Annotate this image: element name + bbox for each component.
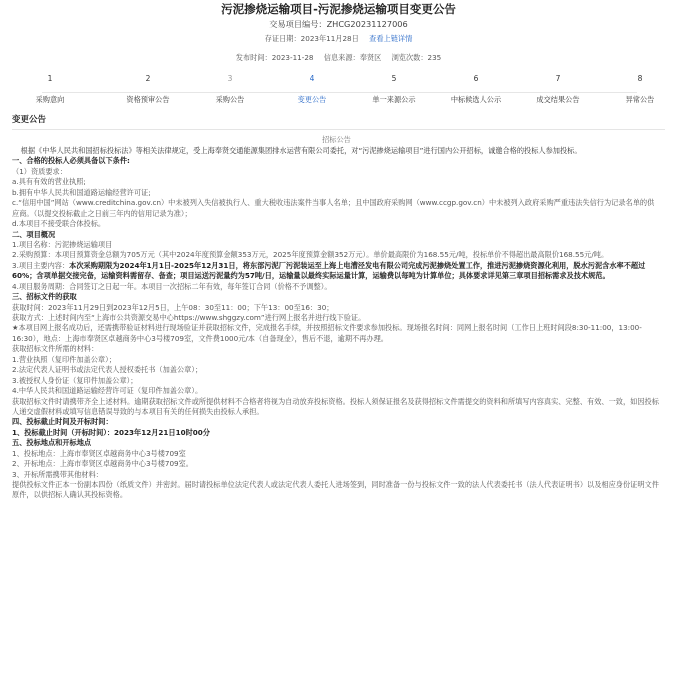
step-label: 资格预审公告 — [126, 95, 170, 104]
material-1: 1.营业执照（复印件加盖公章）； — [12, 354, 116, 364]
submission-note: 提供投标文件正本一份副本四份（纸质文件）并密封。届时请投标单位法定代表人或法定代表人委托人进场签到，同时准备一份与投标文件一致的法人代表委托书（法人代表证明书）以及相应身份证明文件原件，以供招标人确认其投标资格。 — [12, 480, 659, 500]
bid-location: 1、投标地点：上海市奉贤区卓越商务中心3号楼709室 — [12, 448, 186, 458]
qualification-label: （1）资质要求： — [12, 166, 67, 176]
divider — [12, 129, 665, 130]
view-chain-link[interactable]: 查看上链详情 — [369, 34, 413, 43]
other-materials: 3、开标所需携带其他材料： — [12, 469, 103, 479]
expiry-row — [12, 34, 665, 46]
section-4-title: 四、投标截止时间及开标时间： — [12, 417, 113, 427]
requirement-a: a.具有有效的营业执照; — [12, 177, 86, 187]
materials-title: 获取招标文件所需的材料： — [12, 344, 99, 354]
step-label: 成交结果公告 — [536, 95, 580, 104]
obtain-time: 获取时间：2023年11月29日到2023年12月5日，上午08：30至11：00；下午13：00至16：30； — [12, 302, 334, 312]
step-label: 变更公告 — [297, 95, 327, 104]
step-number: 6 — [473, 74, 479, 83]
step-label: 中标候选人公示 — [450, 95, 502, 104]
material-3: 3.被授权人身份证（复印件加盖公章）； — [12, 375, 138, 385]
step-label: 异常公告 — [625, 95, 655, 104]
main-content — [12, 261, 661, 282]
section-title: 变更公告 — [12, 115, 47, 125]
step-label: 采购公告 — [215, 95, 245, 104]
doc-heading: 招标公告 — [322, 135, 351, 144]
step-number: 7 — [555, 74, 561, 83]
main-content-text: 本次采购期限为2024年1月1日-2025年12月31日，将东部污泥厂污泥装运至上海上电漕泾发电有限公司完成污泥掺烧处置工作，推进污泥掺烧资源化利用，脱水污泥含水率不超过60%；含项单据交接完备，运输资料需留存、备查；项目运送污泥量约为57吨/日，运输量以最终实际运量计算，运输费以每吨为计算单位；具体要求详见第三章项目招标需求及技术规范。 — [12, 260, 646, 281]
requirement-c: c.“信用中国”网站（www.creditchina.gov.cn）中未被列入失信被执行人、重大税收违法案件当事人名单；且中国政府采购网（www.ccgp.gov.cn）中未被列入政府采购严重违法失信行为记录名单的供应商。（以提交投标截止之日前三年内的信用记录为准）； — [12, 198, 655, 218]
page-title: 污泥掺烧运输项目-污泥掺烧运输项目变更公告 — [221, 2, 456, 16]
materials-warning: 获取招标文件时请携带齐全上述材料。逾期获取招标文件或所提供材料不合格者将视为自动放弃投标资格。投标人须保证报名及获得招标文件需提交的资料和所填写内容真实、完整、有效、一致，如因投标人递交虚假材料或填写信息错误导致的与本项目有关的任何损失由投标人承担。 — [12, 396, 659, 416]
material-2: 2.法定代表人证明书或法定代表人授权委托书（加盖公章）； — [12, 365, 203, 375]
meta-row — [12, 53, 665, 65]
step-label: 单一来源公示 — [372, 95, 416, 104]
step-4[interactable] — [272, 74, 352, 105]
expiry-date: 存证日期：2023年11月28日 — [264, 34, 359, 43]
step-label: 采购意向 — [35, 95, 65, 104]
progress-steps — [12, 74, 665, 110]
service-period: 4.项目服务周期：合同签订之日起一年。本项目一次招标二年有效，每年签订合同（价格不予调整）。 — [12, 281, 332, 291]
step-number: 5 — [391, 74, 397, 83]
step-number: 3 — [227, 74, 233, 83]
project-code: 交易项目编号：ZHCG20231127006 — [269, 19, 408, 29]
info-source: 信息来源：奉贤区 — [323, 53, 382, 62]
main-content-label: 3.项目主要内容： — [12, 260, 70, 270]
obtain-method: 获取方式：上述时间内至“上海市公共资源交易中心https://www.shggzy.com”进行网上报名并进行线下验证。 — [12, 313, 366, 322]
section-3-title: 三、招标文件的获取 — [12, 292, 77, 302]
step-3[interactable] — [190, 74, 270, 105]
step-2[interactable] — [108, 74, 188, 105]
project-name: 1.项目名称：污泥掺烧运输项目 — [12, 239, 113, 249]
requirement-d: d.本项目不接受联合体投标。 — [12, 219, 106, 229]
section-5-title: 五、投标地点和开标地点 — [12, 438, 92, 448]
material-4: 4.中华人民共和国道路运输经营许可证（复印件加盖公章）。 — [12, 386, 203, 396]
step-number: 1 — [47, 74, 53, 83]
section-1-title: 一、合格的投标人必须具备以下条件: — [12, 156, 130, 166]
header — [12, 0, 665, 65]
view-count: 浏览次数：235 — [391, 53, 442, 62]
step-number: 8 — [637, 74, 643, 83]
step-1[interactable] — [10, 74, 90, 105]
step-number: 4 — [309, 74, 315, 83]
step-7[interactable] — [518, 74, 598, 105]
onsite-note: ★本项目网上报名成功后，还需携带验证材料进行现场验证并获取招标文件，完成报名手续，并按照招标文件要求参加投标。现场报名时间：同网上报名时间（工作日上班时间段8:30-11:00，13:00-16:30），地点：上海市奉贤区卓越商务中心3号楼709室，文件费1000元/本（自备现金），售后不退，逾期不再办理。 — [12, 323, 642, 343]
opening-location: 2、开标地点：上海市奉贤区卓越商务中心3号楼709室。 — [12, 459, 193, 469]
requirement-b: b.拥有中华人民共和国道路运输经营许可证; — [12, 187, 151, 197]
intro-paragraph: 根据《中华人民共和国招标投标法》等相关法律规定，受上海奉贤交通能源集团排水运营有限公司委托，对“污泥掺烧运输项目”进行国内公开招标，诚邀合格的投标人参加投标。 — [20, 146, 582, 155]
deadline: 1、投标截止时间（开标时间）：2023年12月21日10时00分 — [12, 427, 210, 437]
section-2-title: 二、项目概况 — [12, 229, 56, 239]
step-number: 2 — [145, 74, 151, 83]
step-6[interactable] — [436, 74, 516, 105]
budget: 2.采购预算：本项目预算资金总额为705万元（其中2024年度预算金额353万元，2025年度预算金额352万元）。单价最高限价为168.55元/吨，投标单价不得超出最高限价168.55元/吨。 — [12, 250, 609, 260]
announcement-body — [12, 135, 665, 501]
step-8[interactable] — [600, 74, 677, 105]
publish-date: 发布时间：2023-11-28 — [235, 53, 314, 62]
step-5[interactable] — [354, 74, 434, 105]
